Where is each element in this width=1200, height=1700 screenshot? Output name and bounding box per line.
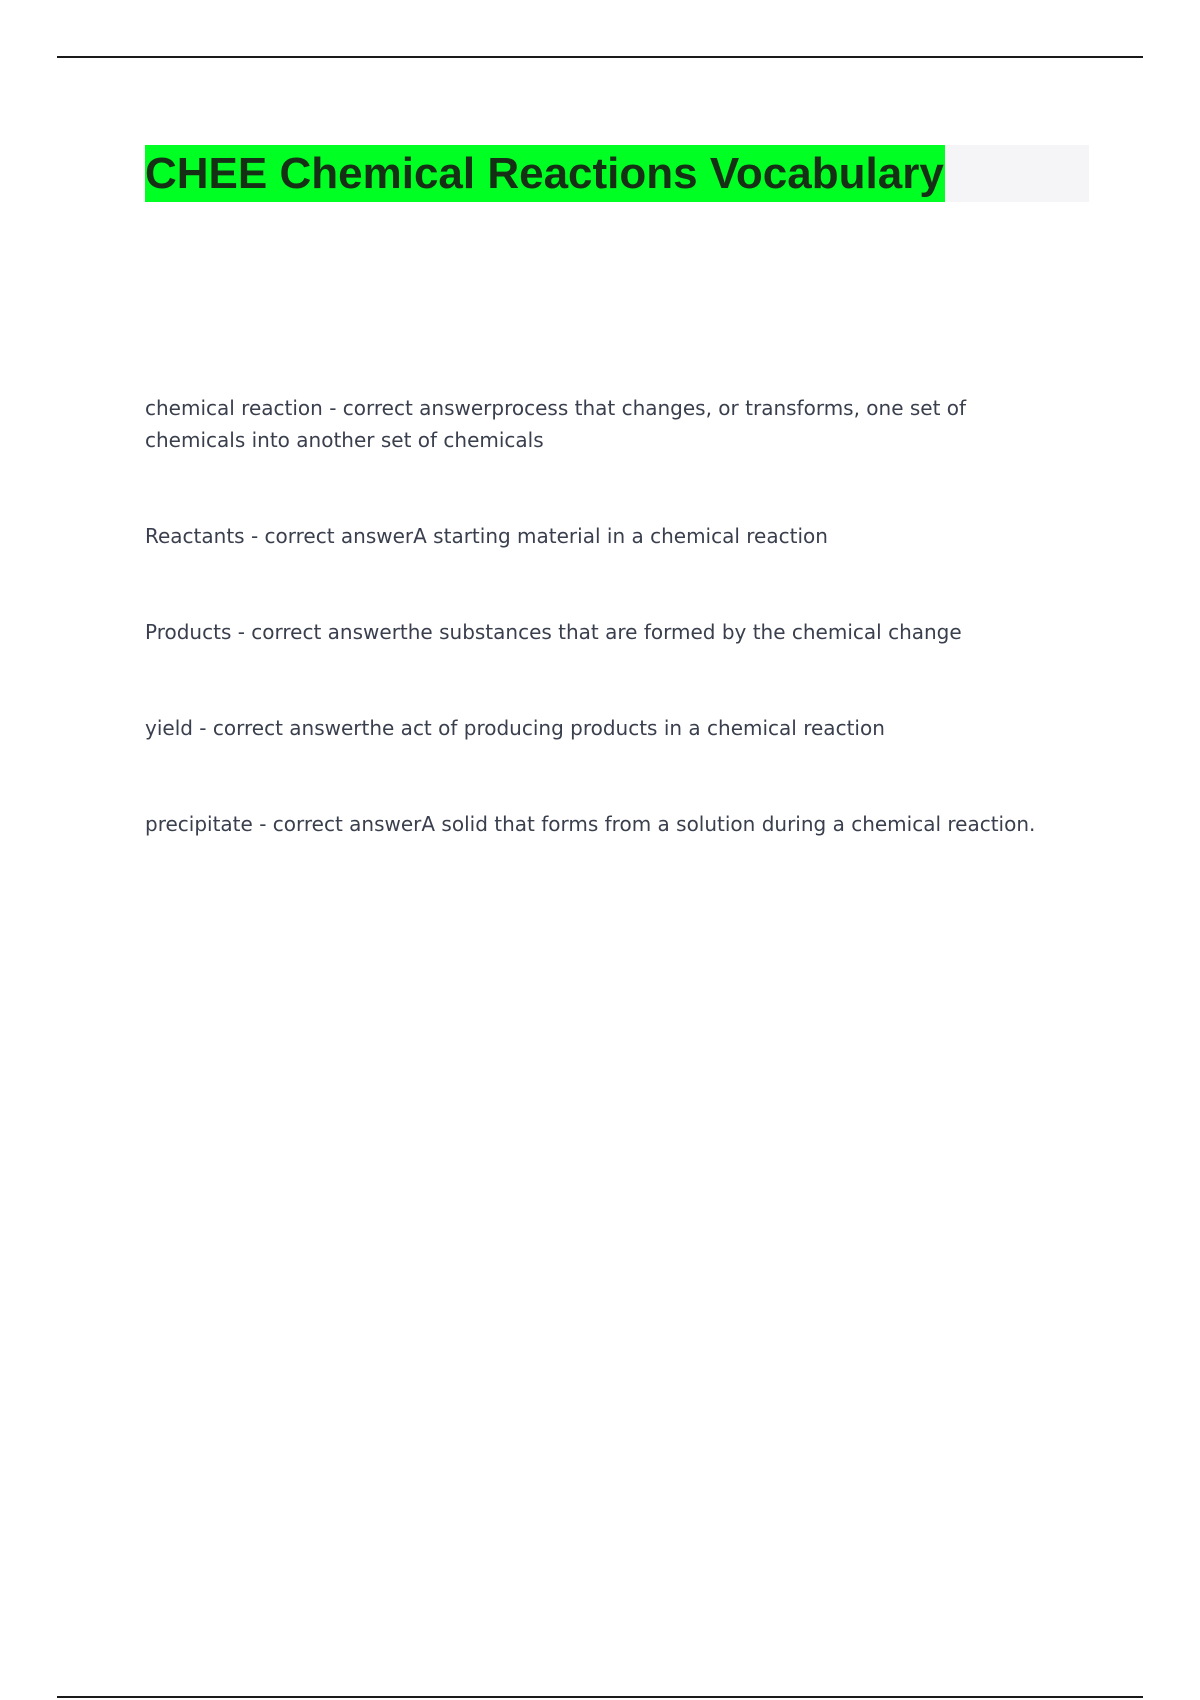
vocabulary-list — [145, 392, 1065, 840]
bottom-rule — [57, 1696, 1143, 1698]
vocab-entry-products: Products - correct answerthe substances that are formed by the chemical change — [145, 620, 962, 644]
vocab-entry-reactants: Reactants - correct answerA starting material in a chemical reaction — [145, 524, 828, 548]
document-title: CHEE Chemical Reactions Vocabulary — [145, 145, 945, 202]
vocab-entry-chemical-reaction: chemical reaction - correct answerprocess that changes, or transforms, one set of chemicals into another set of chemicals — [145, 396, 967, 452]
vocab-entry-yield: yield - correct answerthe act of producing products in a chemical reaction — [145, 716, 885, 740]
title-block — [145, 145, 1089, 202]
top-rule — [57, 56, 1143, 58]
vocab-entry-precipitate: precipitate - correct answerA solid that forms from a solution during a chemical reaction. — [145, 812, 1036, 836]
